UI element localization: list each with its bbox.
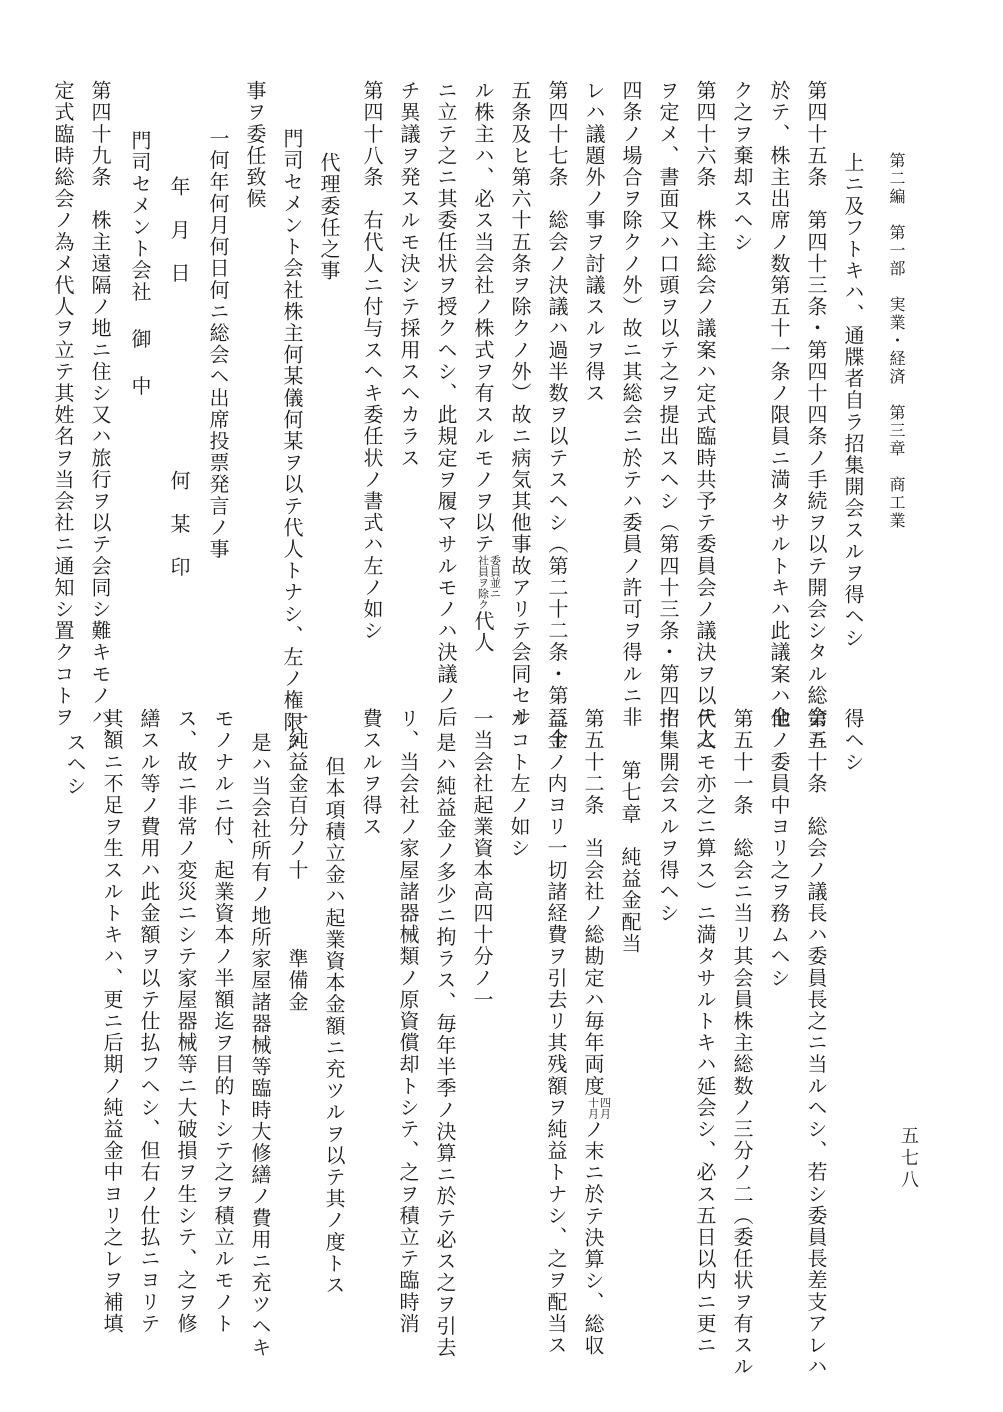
text-line-lower-22: 其額ニ不足ヲ生スルトキハ、更ニ后期ノ純益金中ヨリ之レヲ補填 <box>100 708 124 1335</box>
text-line-lower-12: 是ハ純益金ノ多少ニ拘ラス、毎年半季ノ決算ニ於テ必ス之ヲ引去 <box>433 732 457 1359</box>
text-line-lower-4: 第五十一条 総会ニ当リ其会員株主総数ノ三分ノ二（委任状ヲ有スル <box>730 708 754 1378</box>
chapter-heading: 第七章 純益金配当 <box>618 760 642 955</box>
text-line-lower-8 <box>581 708 611 1356</box>
text-line-lower-19: モノナルニ付、起業資本ノ半額迄ヲ目的トシテ之ヲ積立ルモノト <box>211 708 235 1335</box>
text-line-upper-17: 事ヲ委任致候 <box>243 80 267 210</box>
inline-note-lower <box>587 1097 611 1119</box>
text-line-lower-21: 繕スル等ノ費用ハ此金額ヲ以テ仕払フヘシ、但右ノ仕払ニヨリテ <box>137 708 161 1335</box>
text-line-upper-15: 代理委任之事 <box>317 152 341 282</box>
text-line-upper-7: 四条ノ場合ヲ除クノ外）故ニ其総会ニ於テハ委員ノ許可ヲ得ルニ非 <box>619 80 643 728</box>
text-line-upper-20: 何 某 印 <box>167 470 191 578</box>
inline-note-upper <box>477 555 501 610</box>
inline-note-lower-col1: 四月 <box>598 1096 612 1119</box>
text-line-lower-17: 準備金 <box>285 948 309 1013</box>
text-line-lower-20: ス、故ニ非常ノ変災ニシテ家屋器械等ニ大破損ヲ生シテ、之ヲ修 <box>174 708 198 1335</box>
text-line-upper-21: 門司セメント会社 御 中 <box>128 130 152 398</box>
text-line-upper-19: 年 月 日 <box>167 176 191 284</box>
text-line-upper-16: 門司セメント会社株主何某儀何某ヲ以テ代人トナシ、左ノ権限ノ <box>280 128 304 755</box>
text-line-lower-3: 他ノ委員中ヨリ之ヲ務ムヘシ <box>767 708 791 989</box>
text-line-upper-9: 第四十七条 総会ノ決議ハ過半数ヲ以テスヘシ（第二十二条・第三十 <box>545 80 569 750</box>
text-line-lower-10: ルコト左ノ如シ <box>507 708 531 860</box>
text-line-lower-11: 一当会社起業資本高四十分ノ一 <box>470 708 494 1011</box>
text-line-upper-3: 於テ、株主出席ノ数第五十一条ノ限員ニ満タサルトキハ此議案ハ全 <box>767 80 791 728</box>
page-number: 五七八 <box>898 1126 919 1192</box>
text-line-lower-18: 是ハ当会社所有ノ地所家屋諸器械等臨時大修繕ノ費用ニ充ツヘキ <box>248 732 272 1359</box>
text-line-upper-8: レハ議題外ノ事ヲ討議スルヲ得ス <box>582 80 606 404</box>
text-line-upper-6: ヲ定メ、書面又ハ口頭ヲ以テ之ヲ提出スヘシ（第四十三条・第四十 <box>656 80 680 728</box>
text-line-lower-14: 費スルヲ得ス <box>359 708 383 838</box>
text-line-upper-4: ク之ヲ棄却スヘシ <box>730 80 754 253</box>
text-line-lower-15: 但本項積立金ハ起業資本金額ニ充ツルヲ以テ其ノ度トス <box>322 756 346 1296</box>
text-line-upper-11-tail: 代人 <box>471 610 495 654</box>
text-line-upper-12: ニ立テ之ニ其委任状ヲ授クヘシ、此規定ヲ履マサルモノハ決議ノ后 <box>434 80 458 728</box>
text-line-lower-13: リ、当会社ノ家屋諸器械類ノ原資償却トシテ、之ヲ積立テ臨時消 <box>396 708 420 1335</box>
text-line-upper-5: 第四十六条 株主総会ノ議案ハ定式臨時共予テ委員会ノ議決ヲ以テ之 <box>693 80 717 750</box>
text-line-lower-6: 招集開会スルヲ得ヘシ <box>656 708 680 924</box>
running-title: 第二編 第一部 実業・経済 第三章 商工業 <box>887 152 906 530</box>
text-line-upper-13: チ異議ヲ発スルモ決シテ採用スヘカラス <box>397 80 421 469</box>
text-line-lower-9: 益金ノ内ヨリ一切諸経費ヲ引去リ其残額ヲ純益トナシ、之ヲ配当ス <box>544 708 568 1356</box>
text-line-lower-2: 第五十条 総会ノ議長ハ委員長之ニ当ルヘシ、若シ委員長差支アレハ <box>804 708 828 1378</box>
text-line-lower-23: スヘシ <box>63 732 87 797</box>
text-line-upper-11-head: ル株主ハ、必ス当会社ノ株式ヲ有スルモノヲ以テ <box>471 80 495 556</box>
text-line-lower-1: 得ヘシ <box>841 708 865 773</box>
text-line-upper-23: 定式臨時総会ノ為メ代人ヲ立テ其姓名ヲ当会社ニ通知シ置クコトヲ <box>51 80 75 728</box>
text-line-upper-22: 第四十九条 株主遠隔ノ地ニ住シ又ハ旅行ヲ以テ会同シ難キモノハ、 <box>88 80 112 750</box>
text-line-upper-10: 五条及ヒ第六十五条ヲ除クノ外）故ニ病気其他事故アリテ会同セサ <box>508 80 532 728</box>
text-line-upper-2: 第四十五条 第四十三条・第四十四条ノ手続ヲ以テ開会シタル総会ニ <box>804 80 828 750</box>
text-line-upper-18: 一何年何月何日何ニ総会ヘ出席投票発言ノ事 <box>206 128 230 560</box>
inline-note-upper-col1: 委員並ニ <box>488 555 502 600</box>
text-line-upper-11 <box>471 80 501 653</box>
text-line-lower-8-head: 第五十二条 当会社ノ総勘定ハ毎年両度 <box>581 708 605 1097</box>
text-line-lower-16: 一純益金百分ノ十 <box>285 708 309 881</box>
text-line-upper-14: 第四十八条 右代人ニ付与スヘキ委任状ノ書式ハ左ノ如シ <box>360 80 384 642</box>
inline-note-lower-col2: 十月 <box>586 1096 600 1119</box>
text-line-upper-1: 上ニ及フトキハ、通牒者自ラ招集開会スルヲ得ヘシ <box>841 152 865 649</box>
text-line-lower-8-tail: ノ末ニ於テ決算シ、総収 <box>581 1118 605 1357</box>
text-line-lower-5: 代人モ亦之ニ算ス）ニ満タサルトキハ延会シ、必ス五日以内ニ更ニ <box>693 708 717 1356</box>
inline-note-upper-col2: 社員ヲ除ク <box>476 555 490 611</box>
